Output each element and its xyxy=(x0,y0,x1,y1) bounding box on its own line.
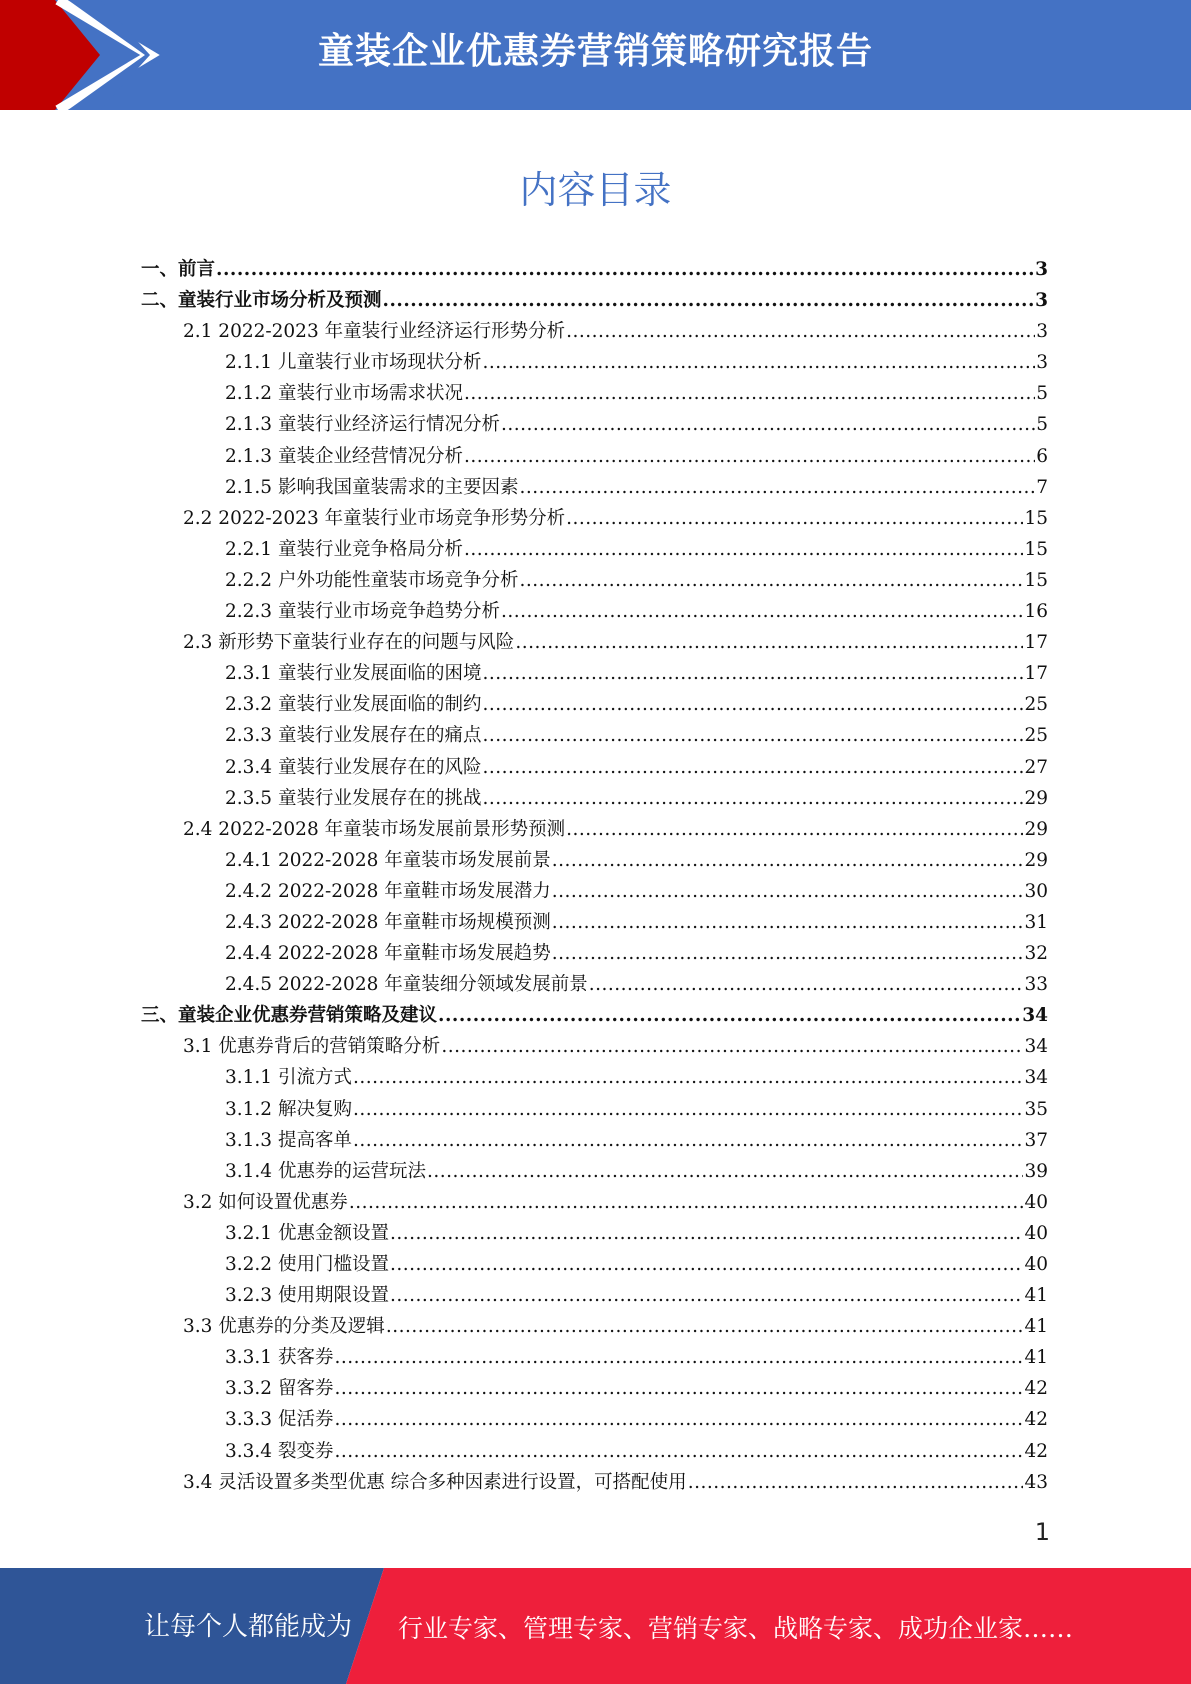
toc-entry[interactable] xyxy=(141,658,1048,689)
toc-entry-title: 3.4 灵活设置多类型优惠 综合多种因素进行设置，可搭配使用 xyxy=(183,1471,687,1493)
toc-list xyxy=(141,254,1048,1498)
toc-entry[interactable] xyxy=(141,534,1048,565)
toc-dot-leader xyxy=(353,1125,1024,1156)
toc-entry-page: 35 xyxy=(1024,1098,1048,1120)
toc-entry-page: 15 xyxy=(1024,538,1048,560)
toc-entry-title: 2.4.4 2022-2028 年童鞋市场发展趋势 xyxy=(225,943,551,965)
toc-entry[interactable] xyxy=(141,627,1048,658)
toc-dot-leader xyxy=(552,907,1024,938)
toc-entry[interactable] xyxy=(141,1467,1048,1498)
toc-entry-page: 34 xyxy=(1024,1036,1048,1058)
toc-entry[interactable] xyxy=(141,1094,1048,1125)
toc-entry-title: 三、童装企业优惠券营销策略及建议 xyxy=(141,1005,438,1027)
toc-entry[interactable] xyxy=(141,969,1048,1000)
toc-dot-leader xyxy=(464,378,1035,409)
toc-entry-title: 二、童装行业市场分析及预测 xyxy=(141,290,382,312)
toc-entry-title: 2.3.5 童装行业发展存在的挑战 xyxy=(225,787,482,809)
toc-dot-leader xyxy=(501,409,1035,440)
toc-entry-title: 2.4.2 2022-2028 年童鞋市场发展潜力 xyxy=(225,880,551,902)
toc-dot-leader xyxy=(688,1467,1024,1498)
toc-dot-leader xyxy=(552,845,1024,876)
toc-dot-leader xyxy=(441,1031,1023,1062)
toc-entry-title: 2.2.2 户外功能性童装市场竞争分析 xyxy=(225,569,519,591)
toc-dot-leader xyxy=(383,285,1035,316)
toc-entry[interactable] xyxy=(141,1311,1048,1342)
toc-entry-page: 33 xyxy=(1024,974,1048,996)
toc-dot-leader xyxy=(501,596,1023,627)
toc-entry-page: 40 xyxy=(1024,1254,1048,1275)
toc-dot-leader xyxy=(566,814,1023,845)
toc-dot-leader xyxy=(589,969,1024,1000)
toc-dot-leader xyxy=(390,1218,1023,1249)
toc-entry-page: 17 xyxy=(1024,632,1048,654)
toc-dot-leader xyxy=(390,1280,1023,1311)
toc-entry-title: 2.2.3 童装行业市场竞争趋势分析 xyxy=(225,601,500,623)
toc-entry-page: 27 xyxy=(1024,756,1048,778)
toc-entry-title: 3.1.1 引流方式 xyxy=(225,1067,352,1089)
toc-dot-leader xyxy=(566,503,1023,534)
toc-entry[interactable] xyxy=(141,1249,1048,1280)
page-number: 1 xyxy=(1034,1518,1050,1546)
toc-entry-page: 32 xyxy=(1024,943,1048,965)
toc-dot-leader xyxy=(482,658,1023,689)
toc-entry-page: 25 xyxy=(1024,694,1048,716)
toc-entry[interactable] xyxy=(141,783,1048,814)
toc-entry-page: 5 xyxy=(1036,414,1048,436)
toc-entry[interactable] xyxy=(141,1436,1048,1467)
toc-entry-title: 3.2 如何设置优惠券 xyxy=(183,1191,348,1213)
toc-dot-leader xyxy=(334,1404,1023,1435)
footer-slogan-left: 让每个人都能成为 xyxy=(144,1612,353,1642)
toc-dot-leader xyxy=(390,1249,1023,1280)
toc-entry-title: 2.3 新形势下童装行业存在的问题与风险 xyxy=(183,632,515,654)
toc-dot-leader xyxy=(353,1062,1024,1093)
toc-entry-title: 2.1 2022-2023 年童装行业经济运行形势分析 xyxy=(183,321,566,343)
toc-entry-title: 2.1.1 儿童装行业市场现状分析 xyxy=(225,352,482,374)
toc-entry[interactable] xyxy=(141,845,1048,876)
toc-entry-page: 41 xyxy=(1024,1285,1048,1307)
toc-entry-page: 30 xyxy=(1024,880,1048,902)
toc-dot-leader xyxy=(519,472,1035,503)
toc-entry-title: 3.2.2 使用门槛设置 xyxy=(225,1254,389,1275)
toc-entry-page: 15 xyxy=(1024,569,1048,591)
toc-entry-page: 3 xyxy=(1036,352,1048,374)
toc-dot-leader xyxy=(482,347,1035,378)
toc-entry-title: 2.1.3 童装企业经营情况分析 xyxy=(225,445,463,467)
toc-entry[interactable] xyxy=(141,1373,1048,1404)
toc-dot-leader xyxy=(519,565,1023,596)
toc-dot-leader xyxy=(482,752,1023,783)
toc-dot-leader xyxy=(515,627,1023,658)
toc-entry-page: 25 xyxy=(1024,725,1048,747)
toc-entry-title: 2.4.1 2022-2028 年童装市场发展前景 xyxy=(225,849,551,871)
toc-entry[interactable] xyxy=(141,752,1048,783)
toc-dot-leader xyxy=(464,534,1023,565)
toc-entry[interactable] xyxy=(141,720,1048,751)
toc-entry[interactable] xyxy=(141,907,1048,938)
toc-entry-page: 42 xyxy=(1024,1409,1048,1431)
toc-entry[interactable] xyxy=(141,814,1048,845)
toc-entry-title: 3.3.1 获客券 xyxy=(225,1347,334,1369)
toc-entry[interactable] xyxy=(141,441,1048,472)
toc-dot-leader xyxy=(482,720,1023,751)
toc-entry-page: 16 xyxy=(1024,601,1048,623)
toc-entry-title: 2.4.5 2022-2028 年童装细分领域发展前景 xyxy=(225,974,588,996)
toc-dot-leader xyxy=(464,441,1035,472)
toc-entry-page: 7 xyxy=(1036,476,1048,498)
toc-entry-title: 3.3.2 留客券 xyxy=(225,1378,334,1400)
toc-entry[interactable] xyxy=(141,285,1048,316)
toc-dot-leader xyxy=(353,1094,1024,1125)
toc-entry-title: 3.1 优惠券背后的营销策略分析 xyxy=(183,1036,441,1058)
toc-dot-leader xyxy=(566,316,1035,347)
toc-entry-page: 42 xyxy=(1024,1378,1048,1400)
toc-entry-title: 3.1.3 提高客单 xyxy=(225,1129,352,1151)
toc-entry[interactable] xyxy=(141,316,1048,347)
toc-dot-leader xyxy=(349,1187,1024,1218)
toc-entry[interactable] xyxy=(141,1187,1048,1218)
toc-entry-page: 6 xyxy=(1036,445,1048,467)
toc-heading: 内容目录 xyxy=(519,168,672,212)
toc-entry-page: 34 xyxy=(1022,1005,1048,1027)
toc-entry[interactable] xyxy=(141,1218,1048,1249)
toc-entry[interactable] xyxy=(141,596,1048,627)
toc-entry-title: 2.3.1 童装行业发展面临的困境 xyxy=(225,663,482,685)
footer-slogan-right: 行业专家、管理专家、营销专家、战略专家、成功企业家…… xyxy=(398,1614,1074,1643)
toc-dot-leader xyxy=(482,783,1023,814)
toc-entry-title: 3.1.2 解决复购 xyxy=(225,1098,352,1120)
toc-entry-page: 29 xyxy=(1024,818,1048,840)
toc-entry-page: 3 xyxy=(1036,321,1048,343)
toc-entry-title: 3.2.1 优惠金额设置 xyxy=(225,1222,389,1244)
toc-entry-page: 5 xyxy=(1036,383,1048,405)
toc-dot-leader xyxy=(334,1342,1023,1373)
toc-entry-title: 2.2 2022-2023 年童装行业市场竞争形势分析 xyxy=(183,507,566,529)
toc-entry-title: 3.3 优惠券的分类及逻辑 xyxy=(183,1316,385,1338)
toc-dot-leader xyxy=(334,1373,1023,1404)
toc-dot-leader xyxy=(552,876,1024,907)
toc-entry-page: 29 xyxy=(1024,849,1048,871)
toc-entry-title: 2.3.4 童装行业发展存在的风险 xyxy=(225,756,482,778)
toc-entry-title: 2.1.3 童装行业经济运行情况分析 xyxy=(225,414,500,436)
toc-entry-page: 42 xyxy=(1024,1440,1048,1462)
toc-entry[interactable] xyxy=(141,347,1048,378)
toc-dot-leader xyxy=(386,1311,1024,1342)
toc-entry-page: 37 xyxy=(1024,1129,1048,1151)
toc-entry[interactable] xyxy=(141,1062,1048,1093)
toc-dot-leader xyxy=(334,1436,1023,1467)
toc-entry[interactable] xyxy=(141,409,1048,440)
toc-entry[interactable] xyxy=(141,565,1048,596)
toc-entry[interactable] xyxy=(141,876,1048,907)
toc-entry-page: 31 xyxy=(1024,911,1048,933)
toc-entry-title: 2.2.1 童装行业竞争格局分析 xyxy=(225,538,463,560)
toc-entry-title: 2.3.2 童装行业发展面临的制约 xyxy=(225,694,482,716)
toc-dot-leader xyxy=(482,689,1023,720)
toc-entry-title: 3.2.3 使用期限设置 xyxy=(225,1285,389,1307)
toc-entry[interactable] xyxy=(141,1342,1048,1373)
toc-entry[interactable] xyxy=(141,1125,1048,1156)
toc-entry[interactable] xyxy=(141,1404,1048,1435)
toc-entry[interactable] xyxy=(141,1156,1048,1187)
toc-entry[interactable] xyxy=(141,254,1048,285)
toc-entry[interactable] xyxy=(141,689,1048,720)
toc-dot-leader xyxy=(552,938,1024,969)
toc-entry-page: 15 xyxy=(1024,507,1048,529)
toc-dot-leader xyxy=(216,254,1034,285)
toc-entry-page: 40 xyxy=(1024,1191,1048,1213)
toc-entry-page: 34 xyxy=(1024,1067,1048,1089)
toc-entry-page: 29 xyxy=(1024,787,1048,809)
toc-entry[interactable] xyxy=(141,503,1048,534)
toc-entry-page: 43 xyxy=(1024,1471,1048,1493)
toc-entry-title: 3.1.4 优惠券的运营玩法 xyxy=(225,1160,426,1182)
toc-entry-page: 40 xyxy=(1024,1222,1048,1244)
toc-entry[interactable] xyxy=(141,1280,1048,1311)
toc-dot-leader xyxy=(438,1000,1021,1031)
toc-entry[interactable] xyxy=(141,1000,1048,1031)
toc-entry-page: 3 xyxy=(1035,259,1048,280)
toc-entry-title: 2.1.5 影响我国童装需求的主要因素 xyxy=(225,476,519,498)
toc-entry-title: 3.3.3 促活券 xyxy=(225,1409,334,1431)
toc-entry[interactable] xyxy=(141,472,1048,503)
toc-entry-page: 41 xyxy=(1024,1316,1048,1338)
toc-entry-page: 3 xyxy=(1035,290,1048,312)
toc-entry[interactable] xyxy=(141,1031,1048,1062)
report-title: 童装企业优惠券营销策略研究报告 xyxy=(317,31,873,72)
toc-entry-page: 39 xyxy=(1024,1160,1048,1182)
toc-entry[interactable] xyxy=(141,378,1048,409)
toc-entry-title: 2.3.3 童装行业发展存在的痛点 xyxy=(225,725,482,747)
toc-entry[interactable] xyxy=(141,938,1048,969)
toc-entry-title: 3.3.4 裂变券 xyxy=(225,1440,334,1462)
toc-dot-leader xyxy=(427,1156,1023,1187)
toc-entry-page: 41 xyxy=(1024,1347,1048,1369)
toc-entry-page: 17 xyxy=(1024,663,1048,685)
toc-entry-title: 2.4 2022-2028 年童装市场发展前景形势预测 xyxy=(183,818,566,840)
toc-entry-title: 2.1.2 童装行业市场需求状况 xyxy=(225,383,463,405)
toc-entry-title: 2.4.3 2022-2028 年童鞋市场规模预测 xyxy=(225,911,551,933)
toc-entry-title: 一、前言 xyxy=(141,259,216,280)
